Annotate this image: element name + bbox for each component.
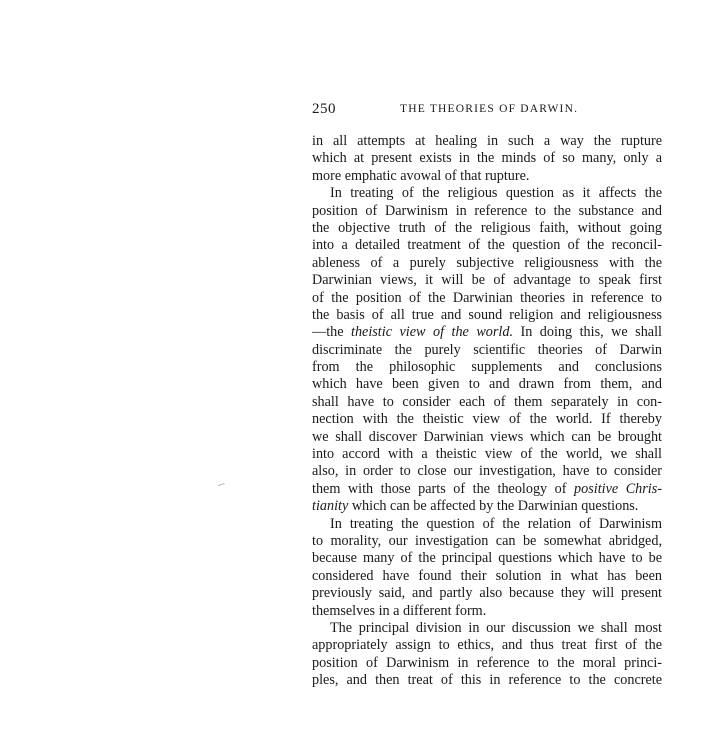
text-line: from the philosophic supplements and conclusions — [312, 359, 662, 376]
paragraph-start-line: The principal division in our discussion we shall most — [330, 619, 662, 636]
text-line: considered have found their solution in what has been — [312, 567, 662, 584]
page-header — [312, 101, 662, 121]
text-line: because many of the principal questions which have to be — [312, 550, 662, 567]
text-line: the objective truth of the religious faith, without going — [312, 219, 662, 236]
text-line: previously said, and partly also because they will present — [312, 585, 662, 602]
text-line: ableness of a purely subjective religiousness with the — [312, 254, 662, 271]
text-line: in all attempts at healing in such a way the rupture — [312, 133, 662, 149]
text-segment: In doing this, we shall — [513, 324, 662, 341]
text-segment: which can be affected by the Darwinian questions. — [348, 498, 639, 515]
text-segment: —the — [312, 324, 352, 341]
paragraph-start-line: In treating of the religious question as it affects the — [330, 185, 662, 202]
text-line: shall have to consider each of them separately in con- — [312, 393, 662, 410]
text-line: Darwinian views, it will be of advantage to speak first — [312, 272, 662, 289]
text-line-mixed — [312, 481, 662, 498]
text-line: more emphatic avowal of that rupture. — [312, 167, 530, 184]
italic-segment: tianity — [312, 498, 349, 515]
text-line: also, in order to close our investigation, have to consider — [312, 463, 662, 480]
text-line: which at present exists in the minds of so many, only a — [312, 150, 662, 167]
italic-segment: theistic view of the world. — [351, 324, 513, 341]
text-line: we shall discover Darwinian views which can be brought — [312, 428, 662, 445]
text-line: the basis of all true and sound religion and religiousness — [312, 306, 662, 323]
running-head: THE THEORIES OF DARWIN. — [400, 103, 579, 115]
paragraph-start-line: In treating the question of the relation of Darwinism — [330, 515, 662, 532]
text-line: ples, and then treat of this in reference to the concrete — [312, 672, 662, 689]
italic-segment: positive Chris- — [574, 480, 662, 497]
text-line: themselves in a different form. — [312, 602, 487, 619]
page-number: 250 — [312, 101, 336, 117]
text-line-mixed — [312, 324, 662, 341]
text-line: position of Darwinism in reference to the substance and — [312, 202, 662, 219]
text-segment: them with those parts of the theology of — [312, 480, 575, 497]
text-line: into a detailed treatment of the question of the reconcil- — [312, 237, 662, 254]
text-line: which have been given to and drawn from them, and — [312, 376, 662, 393]
text-line: position of Darwinism in reference to the moral princi- — [312, 654, 662, 671]
text-line: into accord with a theistic view of the world, we shall — [312, 446, 662, 463]
margin-mark — [218, 483, 226, 488]
text-line-mixed — [312, 498, 662, 515]
text-line: to morality, our investigation can be somewhat abridged, — [312, 532, 662, 549]
body-text — [312, 133, 662, 690]
text-line: nection with the theistic view of the world. If thereby — [312, 411, 662, 428]
text-line: of the position of the Darwinian theories in reference to — [312, 289, 662, 306]
text-line: discriminate the purely scientific theories of Darwin — [312, 341, 662, 358]
text-line: appropriately assign to ethics, and thus treat first of the — [312, 637, 662, 654]
